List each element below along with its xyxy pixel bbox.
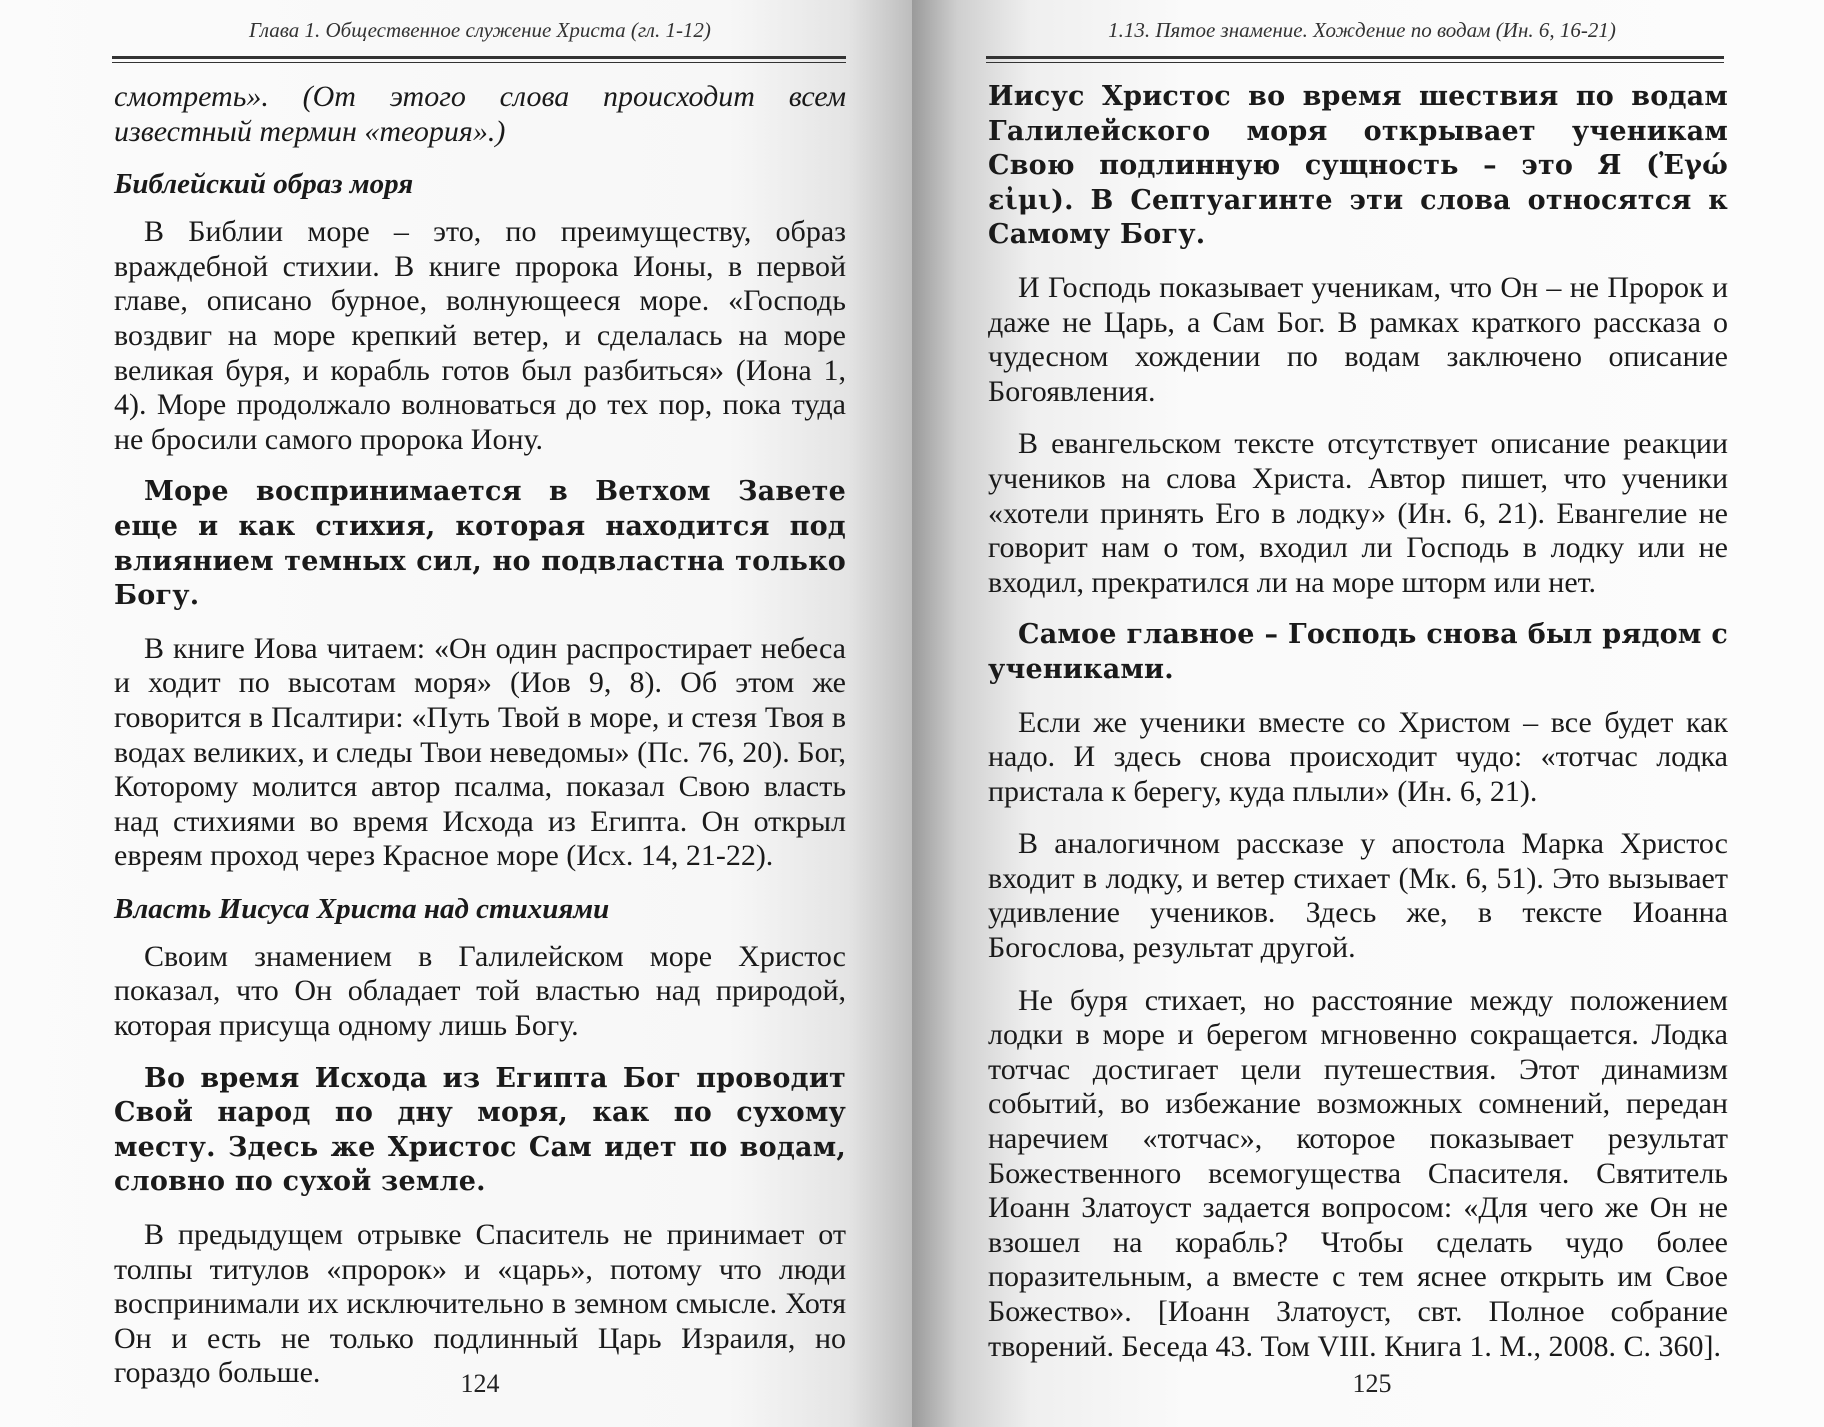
highlight-sea-dark-forces: Море воспринимается в Ветхом Завете еще и как стихия, которая находится под влиянием темных сил, но подвластна только Богу. [114,476,846,612]
header-rule-left [112,56,846,63]
section-heading-sea-image: Библейский образ моря [114,168,414,201]
paragraph-mark-account: В аналогичном рассказе у апостола Марка Христос входит в лодку, и ветер стихает (Мк. 6, 51). Это вызывает удивление учеников. Здесь же, в тексте Иоанна Богослова, результат другой. [988,827,1728,965]
running-head-left: Глава 1. Общественное служение Христа (гл. 1-12) [249,18,711,42]
paragraph-job-psalter: В книге Иова читаем: «Он один распростирает небеса и ходит по высотам моря» (Иов 9, 8). Об этом же говорится в Псалтири: «Путь Твой в море, и стезя Твоя в водах великих, и следы Твои неведомы» (Пс. 76, 20). Бог, Которому молится автор псалма, показал Свою власть над стихиями во время Исхода из Египта. Он открыл евреям проход через Красное море (Исх. 14, 21-22). [114,631,846,873]
paragraph-sea-enemy: В Библии море – это, по преимуществу, образ враждебной стихии. В книге пророка Ионы, в первой главе, описано бурное, волнующееся море. «Господь воздвиг на море крепкий ветер, и сделалась на море великая буря, и корабль готов был разбиться» (Иона 1, 4). Море продолжало волноваться до тех пор, пока туда не бросили самого пророка Иону. [114,215,846,456]
right-page [912,0,1824,1427]
paragraph-chrysostom: Не буря стихает, но расстояние между положением лодки в море и берегом мгновенно сокращается. Лодка тотчас достигает цели путешествия. Этот динамизм событий, во избежание возможных сомнений, передан наречием «тотчас», которое показывает результат Божественного всемогущества Спасителя. Святитель Иоанн Златоуст задается вопросом: «Для чего же Он не взошел на корабль? Чтобы сделать чудо более поразительным, а вместе с тем яснее открыть им Свое Божество». [Иоанн Златоуст, свт. Полное собрание творений. Беседа 43. Том VIII. Книга 1. М., 2008. С. 360]. [988,983,1728,1363]
running-head-right: 1.13. Пятое знамение. Хождение по водам (Ин. 6, 16-21) [1108,18,1616,42]
paragraph-sign-in-galilee: Своим знамением в Галилейском море Христос показал, что Он обладает той властью над природой, которая присуща одному лишь Богу. [114,939,846,1043]
section-heading-power-over-elements: Власть Иисуса Христа над стихиями [114,892,610,925]
right-page-body [988,80,1728,1382]
paragraph-titles: В предыдущем отрывке Спаситель не принимает от толпы титулов «пророк» и «царь», потому что люди воспринимали их исключительно в земном смысле. Хотя Он и есть не только подлинный Царь Израиля, но гораздо больше. [114,1218,846,1390]
highlight-exodus-walking: Во время Исхода из Египта Бог проводит Свой народ по дну моря, как по сухому месту. Здесь же Христос Сам идет по водам, словно по сухой земле. [114,1062,846,1198]
continuation-paragraph: смотреть». (От этого слова происходит всем известный термин «теория».) [114,80,846,148]
header-rule-right [986,56,1724,63]
left-page-body [114,80,846,1409]
highlight-lord-near: Самое главное – Господь снова был рядом с учениками. [988,619,1728,685]
paragraph-not-prophet: И Господь показывает ученикам, что Он – не Пророк и даже не Царь, а Сам Бог. В рамках краткого рассказа о чудесном хождении по водам заключено описание Богоявления. [988,270,1728,408]
page-number-right: 125 [1352,1369,1392,1398]
paragraph-boat-reached: Если же ученики вместе со Христом – все будет как надо. И здесь снова происходит чудо: «тотчас лодка пристала к берегу, куда плыли» (Ин. 6, 21). [988,705,1728,808]
page-number-left: 124 [460,1369,500,1398]
highlight-true-essence: Иисус Христос во время шествия по водам Галилейского моря открывает ученикам Свою подлинную сущность – это Я (Ἐγώ εἰμι). В Септуагинте эти слова относятся к Самому Богу. [988,81,1728,251]
paragraph-reaction: В евангельском тексте отсутствует описание реакции учеников на слова Христа. Автор пишет, что ученики «хотели принять Его в лодку» (Ин. 6, 21). Евангелие не говорит нам о том, входил ли Господь в лодку или не входил, прекратился ли на море шторм или нет. [988,427,1728,599]
